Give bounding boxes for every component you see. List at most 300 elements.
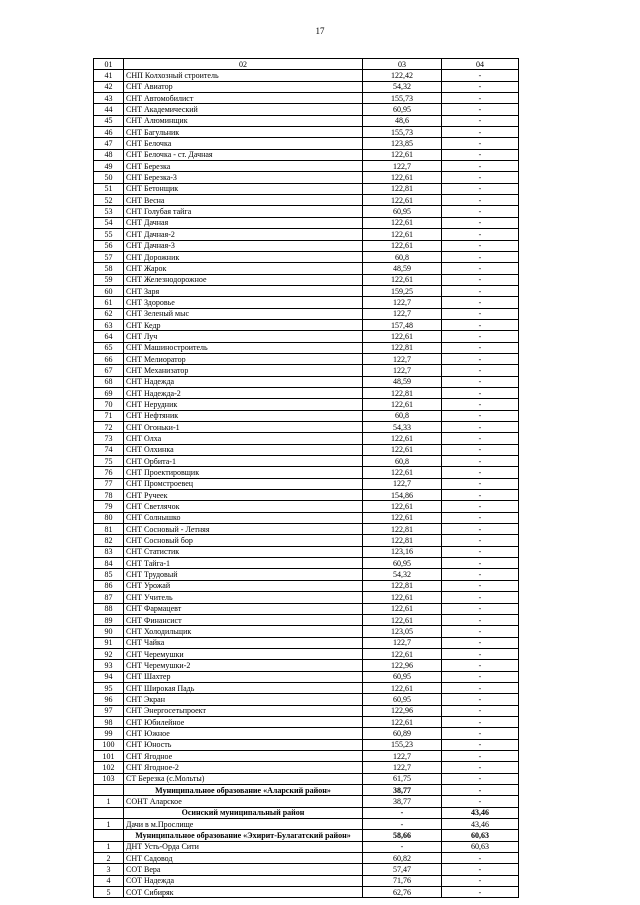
table-row <box>94 603 519 614</box>
table-row <box>94 229 519 240</box>
row-number: 1 <box>94 841 124 852</box>
row-number: 45 <box>94 115 124 126</box>
row-number: 66 <box>94 353 124 364</box>
row-name: СНТ Холодильщик <box>124 626 363 637</box>
row-number: 1 <box>94 819 124 830</box>
row-value-col3: 62,76 <box>363 887 442 898</box>
row-value-col4: - <box>442 319 519 330</box>
row-number: 102 <box>94 762 124 773</box>
table-row <box>94 399 519 410</box>
row-value-col4: - <box>442 773 519 784</box>
row-number: 78 <box>94 490 124 501</box>
row-number: 61 <box>94 297 124 308</box>
row-number: 48 <box>94 149 124 160</box>
row-value-col3: 60,8 <box>363 251 442 262</box>
row-name: СНТ Дорожник <box>124 251 363 262</box>
row-name: СНТ Здоровье <box>124 297 363 308</box>
row-number: 76 <box>94 467 124 478</box>
row-number: 68 <box>94 376 124 387</box>
row-number: 4 <box>94 875 124 886</box>
row-value-col3: 122,61 <box>363 172 442 183</box>
row-number: 52 <box>94 195 124 206</box>
row-value-col4: - <box>442 694 519 705</box>
row-value-col3: 122,61 <box>363 274 442 285</box>
row-value-col4: 43,46 <box>442 819 519 830</box>
row-value-col4: - <box>442 750 519 761</box>
row-name: СНТ Нефтяник <box>124 410 363 421</box>
table-row <box>94 558 519 569</box>
row-value-col3: 48,6 <box>363 115 442 126</box>
row-value-col3: 159,25 <box>363 285 442 296</box>
row-value-col4: - <box>442 263 519 274</box>
row-value-col4: - <box>442 138 519 149</box>
row-number: 58 <box>94 263 124 274</box>
row-value-col4: - <box>442 660 519 671</box>
row-value-col4: - <box>442 580 519 591</box>
table-row <box>94 422 519 433</box>
table-row <box>94 376 519 387</box>
table-row <box>94 138 519 149</box>
table-row <box>94 512 519 523</box>
row-value-col3: 122,61 <box>363 399 442 410</box>
row-name: СНТ Жарок <box>124 263 363 274</box>
row-value-col3: 58,66 <box>363 830 442 841</box>
row-value-col3: 122,61 <box>363 229 442 240</box>
row-number: 101 <box>94 750 124 761</box>
table-row <box>94 297 519 308</box>
row-name: СНТ Тайга-1 <box>124 558 363 569</box>
row-value-col3: 122,61 <box>363 648 442 659</box>
header-cell-col1: 01 <box>94 59 124 70</box>
section-row <box>94 785 519 796</box>
row-name: СНТ Олха <box>124 433 363 444</box>
table-row <box>94 127 519 138</box>
row-name: СНП Колхозный строитель <box>124 70 363 81</box>
row-value-col4: - <box>442 342 519 353</box>
table-header-row <box>94 59 519 70</box>
row-value-col3: - <box>363 807 442 818</box>
row-name: Дачи в м.Прослище <box>124 819 363 830</box>
row-value-col3: 122,7 <box>363 308 442 319</box>
row-number: 60 <box>94 285 124 296</box>
row-value-col4: - <box>442 705 519 716</box>
table-row <box>94 115 519 126</box>
table-row <box>94 353 519 364</box>
row-value-col3: 122,7 <box>363 762 442 773</box>
row-value-col3: 60,95 <box>363 104 442 115</box>
row-value-col3: 122,61 <box>363 217 442 228</box>
table-row <box>94 342 519 353</box>
row-value-col3: 122,61 <box>363 512 442 523</box>
row-value-col4: - <box>442 739 519 750</box>
row-name: СНТ Нерудник <box>124 399 363 410</box>
row-name: СНТ Экран <box>124 694 363 705</box>
row-number: 85 <box>94 569 124 580</box>
row-name: СНТ Шахтер <box>124 671 363 682</box>
table-row <box>94 796 519 807</box>
row-value-col3: 122,61 <box>363 603 442 614</box>
row-name: СНТ Луч <box>124 331 363 342</box>
row-number: 79 <box>94 501 124 512</box>
row-value-col4: - <box>442 308 519 319</box>
row-value-col4: - <box>442 172 519 183</box>
row-value-col4: - <box>442 376 519 387</box>
row-value-col3: 48,59 <box>363 263 442 274</box>
row-value-col4: - <box>442 104 519 115</box>
row-value-col3: 38,77 <box>363 785 442 796</box>
row-number: 83 <box>94 546 124 557</box>
row-number: 74 <box>94 444 124 455</box>
row-value-col4: - <box>442 161 519 172</box>
row-name: СНТ Белочка <box>124 138 363 149</box>
row-value-col3: 157,48 <box>363 319 442 330</box>
table-row <box>94 172 519 183</box>
row-number: 47 <box>94 138 124 149</box>
row-name: СНТ Дачная-3 <box>124 240 363 251</box>
row-value-col3: 54,32 <box>363 81 442 92</box>
row-number: 70 <box>94 399 124 410</box>
table-row <box>94 626 519 637</box>
table-row <box>94 875 519 886</box>
table-row <box>94 93 519 104</box>
row-value-col4: - <box>442 501 519 512</box>
row-name: СНТ Железнодорожное <box>124 274 363 285</box>
row-name: СНТ Мелиоратор <box>124 353 363 364</box>
row-value-col4: - <box>442 353 519 364</box>
row-number: 98 <box>94 716 124 727</box>
row-number: 73 <box>94 433 124 444</box>
table-row <box>94 81 519 92</box>
table-row <box>94 490 519 501</box>
row-name: СНТ Дачная-2 <box>124 229 363 240</box>
row-number: 44 <box>94 104 124 115</box>
row-value-col3: 122,81 <box>363 183 442 194</box>
row-value-col3: 122,61 <box>363 433 442 444</box>
row-number: 63 <box>94 319 124 330</box>
row-value-col4: - <box>442 206 519 217</box>
row-value-col4: - <box>442 217 519 228</box>
row-value-col4: - <box>442 853 519 864</box>
row-value-col4: - <box>442 183 519 194</box>
table-row <box>94 285 519 296</box>
row-value-col4: - <box>442 387 519 398</box>
row-value-col4: - <box>442 127 519 138</box>
row-name: СНТ Бетонщик <box>124 183 363 194</box>
row-value-col3: 38,77 <box>363 796 442 807</box>
row-name: СНТ Ручеек <box>124 490 363 501</box>
row-name: СНТ Весна <box>124 195 363 206</box>
row-value-col4: - <box>442 614 519 625</box>
row-number: 53 <box>94 206 124 217</box>
row-number: 96 <box>94 694 124 705</box>
row-name: СОТ Вера <box>124 864 363 875</box>
row-name: СНТ Кедр <box>124 319 363 330</box>
row-value-col3: 60,8 <box>363 456 442 467</box>
row-value-col4: - <box>442 592 519 603</box>
row-value-col3: 60,95 <box>363 206 442 217</box>
row-number: 65 <box>94 342 124 353</box>
row-name: СОТ Надежда <box>124 875 363 886</box>
row-value-col3: 122,81 <box>363 342 442 353</box>
table-row <box>94 161 519 172</box>
row-number: 5 <box>94 887 124 898</box>
row-value-col3: 122,61 <box>363 614 442 625</box>
row-value-col4: - <box>442 546 519 557</box>
row-name: СНТ Березка-3 <box>124 172 363 183</box>
row-value-col3: 71,76 <box>363 875 442 886</box>
row-value-col4: - <box>442 240 519 251</box>
row-number <box>94 830 124 841</box>
table-row <box>94 104 519 115</box>
row-number: 92 <box>94 648 124 659</box>
table-row <box>94 467 519 478</box>
table-row <box>94 149 519 160</box>
header-cell-col3: 03 <box>363 59 442 70</box>
row-name: СНТ Олхинка <box>124 444 363 455</box>
row-value-col3: 155,73 <box>363 127 442 138</box>
row-number: 43 <box>94 93 124 104</box>
table-row <box>94 750 519 761</box>
row-value-col4: - <box>442 456 519 467</box>
row-name: СНТ Зеленый мыс <box>124 308 363 319</box>
row-name: СНТ Огоньки-1 <box>124 422 363 433</box>
table-row <box>94 206 519 217</box>
row-value-col4: - <box>442 637 519 648</box>
row-number: 51 <box>94 183 124 194</box>
table-row <box>94 524 519 535</box>
row-number: 80 <box>94 512 124 523</box>
table-row <box>94 887 519 898</box>
table-row <box>94 671 519 682</box>
table-row <box>94 841 519 852</box>
row-value-col4: - <box>442 524 519 535</box>
row-value-col4: - <box>442 490 519 501</box>
table-row <box>94 444 519 455</box>
row-number: 88 <box>94 603 124 614</box>
row-value-col4: - <box>442 626 519 637</box>
row-value-col4: - <box>442 671 519 682</box>
row-number <box>94 785 124 796</box>
row-name: СНТ Широкая Падь <box>124 682 363 693</box>
row-name: СНТ Машиностроитель <box>124 342 363 353</box>
row-value-col4: - <box>442 603 519 614</box>
row-value-col3: 122,7 <box>363 365 442 376</box>
table-row <box>94 716 519 727</box>
row-name: СНТ Черемушки-2 <box>124 660 363 671</box>
row-value-col4: - <box>442 648 519 659</box>
row-name: СНТ Заря <box>124 285 363 296</box>
table-row <box>94 569 519 580</box>
table-row <box>94 410 519 421</box>
table-row <box>94 660 519 671</box>
row-number: 62 <box>94 308 124 319</box>
table-row <box>94 308 519 319</box>
row-name: СНТ Голубая тайга <box>124 206 363 217</box>
row-value-col3: 122,7 <box>363 750 442 761</box>
row-value-col3: 48,59 <box>363 376 442 387</box>
row-value-col3: 122,7 <box>363 161 442 172</box>
table-row <box>94 70 519 81</box>
row-number: 99 <box>94 728 124 739</box>
row-value-col4: - <box>442 422 519 433</box>
row-name: СНТ Проектировщик <box>124 467 363 478</box>
table-row <box>94 739 519 750</box>
row-name: СНТ Белочка - ст. Дачная <box>124 149 363 160</box>
row-number: 67 <box>94 365 124 376</box>
row-number: 50 <box>94 172 124 183</box>
row-value-col4: - <box>442 195 519 206</box>
row-name: СНТ Березка <box>124 161 363 172</box>
row-value-col3: 122,7 <box>363 297 442 308</box>
row-value-col3: 122,61 <box>363 195 442 206</box>
row-value-col3: 122,81 <box>363 524 442 535</box>
row-name: СНТ Южное <box>124 728 363 739</box>
row-number: 91 <box>94 637 124 648</box>
table-row <box>94 263 519 274</box>
row-name: СОТ Сибиряк <box>124 887 363 898</box>
row-value-col4: - <box>442 274 519 285</box>
row-value-col4: - <box>442 410 519 421</box>
row-value-col3: 60,95 <box>363 671 442 682</box>
row-value-col4: - <box>442 399 519 410</box>
row-name: СНТ Сосновый - Летняя <box>124 524 363 535</box>
table-row <box>94 580 519 591</box>
table-row <box>94 864 519 875</box>
row-name: СНТ Юность <box>124 739 363 750</box>
row-number: 93 <box>94 660 124 671</box>
row-value-col3: 122,61 <box>363 592 442 603</box>
row-value-col4: - <box>442 81 519 92</box>
table-row <box>94 648 519 659</box>
row-value-col3: 123,85 <box>363 138 442 149</box>
row-name: СНТ Автомобилист <box>124 93 363 104</box>
table-row <box>94 365 519 376</box>
row-value-col4: - <box>442 535 519 546</box>
row-number: 81 <box>94 524 124 535</box>
row-value-col3: 61,75 <box>363 773 442 784</box>
row-name: СНТ Энергосетьпроект <box>124 705 363 716</box>
row-value-col4: - <box>442 762 519 773</box>
row-number: 72 <box>94 422 124 433</box>
row-name: СНТ Солнышко <box>124 512 363 523</box>
row-name: СНТ Юбилейное <box>124 716 363 727</box>
table-row <box>94 705 519 716</box>
row-name: СНТ Садовод <box>124 853 363 864</box>
row-value-col4: - <box>442 93 519 104</box>
table-row <box>94 501 519 512</box>
row-name: СНТ Чайка <box>124 637 363 648</box>
row-value-col3: 57,47 <box>363 864 442 875</box>
row-name: Муниципальное образование «Эхирит-Булагатский район» <box>124 830 363 841</box>
row-name: СНТ Ягодное <box>124 750 363 761</box>
table-row <box>94 592 519 603</box>
row-name: СНТ Ягодное-2 <box>124 762 363 773</box>
row-value-col3: 122,61 <box>363 716 442 727</box>
row-number: 71 <box>94 410 124 421</box>
row-number: 69 <box>94 387 124 398</box>
row-name: СНТ Урожай <box>124 580 363 591</box>
table-row <box>94 183 519 194</box>
table-row <box>94 535 519 546</box>
table-row <box>94 331 519 342</box>
row-number: 87 <box>94 592 124 603</box>
row-value-col4: 60,63 <box>442 841 519 852</box>
table-row <box>94 319 519 330</box>
row-number: 95 <box>94 682 124 693</box>
table-row <box>94 240 519 251</box>
row-number: 84 <box>94 558 124 569</box>
row-value-col3: 60,95 <box>363 694 442 705</box>
row-name: СТ Березка (с.Мольты) <box>124 773 363 784</box>
row-value-col3: 122,81 <box>363 535 442 546</box>
row-value-col3: - <box>363 819 442 830</box>
row-name: СНТ Дачная <box>124 217 363 228</box>
row-value-col3: 154,86 <box>363 490 442 501</box>
row-number: 103 <box>94 773 124 784</box>
row-value-col3: 122,42 <box>363 70 442 81</box>
row-name: ДНТ Усть-Орда Сити <box>124 841 363 852</box>
table-row <box>94 773 519 784</box>
row-value-col4: - <box>442 728 519 739</box>
row-name: СНТ Трудовый <box>124 569 363 580</box>
row-number: 3 <box>94 864 124 875</box>
row-value-col3: 122,96 <box>363 660 442 671</box>
row-value-col3: 123,16 <box>363 546 442 557</box>
row-value-col3: - <box>363 841 442 852</box>
row-name: СНТ Орбита-1 <box>124 456 363 467</box>
row-number: 56 <box>94 240 124 251</box>
table-row <box>94 637 519 648</box>
row-value-col4: - <box>442 682 519 693</box>
row-value-col4: - <box>442 115 519 126</box>
table-row <box>94 478 519 489</box>
row-number: 46 <box>94 127 124 138</box>
table-row <box>94 853 519 864</box>
row-number: 2 <box>94 853 124 864</box>
table-row <box>94 433 519 444</box>
row-value-col3: 122,61 <box>363 331 442 342</box>
row-name: СНТ Сосновый бор <box>124 535 363 546</box>
header-cell-col2: 02 <box>124 59 363 70</box>
row-value-col3: 60,8 <box>363 410 442 421</box>
row-value-col4: - <box>442 796 519 807</box>
row-value-col3: 122,7 <box>363 637 442 648</box>
row-name: СОНТ Аларское <box>124 796 363 807</box>
row-name: СНТ Авиатор <box>124 81 363 92</box>
row-value-col3: 155,23 <box>363 739 442 750</box>
row-value-col3: 122,96 <box>363 705 442 716</box>
row-value-col4: - <box>442 149 519 160</box>
row-value-col4: - <box>442 785 519 796</box>
row-number: 55 <box>94 229 124 240</box>
row-name: СНТ Багульник <box>124 127 363 138</box>
row-value-col3: 122,61 <box>363 149 442 160</box>
row-number: 77 <box>94 478 124 489</box>
row-value-col4: - <box>442 365 519 376</box>
row-name: СНТ Алюминщик <box>124 115 363 126</box>
row-value-col4: - <box>442 558 519 569</box>
table-row <box>94 195 519 206</box>
row-number: 59 <box>94 274 124 285</box>
row-name: СНТ Учитель <box>124 592 363 603</box>
row-value-col3: 54,33 <box>363 422 442 433</box>
row-number: 41 <box>94 70 124 81</box>
row-value-col4: - <box>442 444 519 455</box>
row-value-col4: - <box>442 251 519 262</box>
table-row <box>94 251 519 262</box>
row-value-col3: 54,32 <box>363 569 442 580</box>
row-name: Муниципальное образование «Аларский район» <box>124 785 363 796</box>
